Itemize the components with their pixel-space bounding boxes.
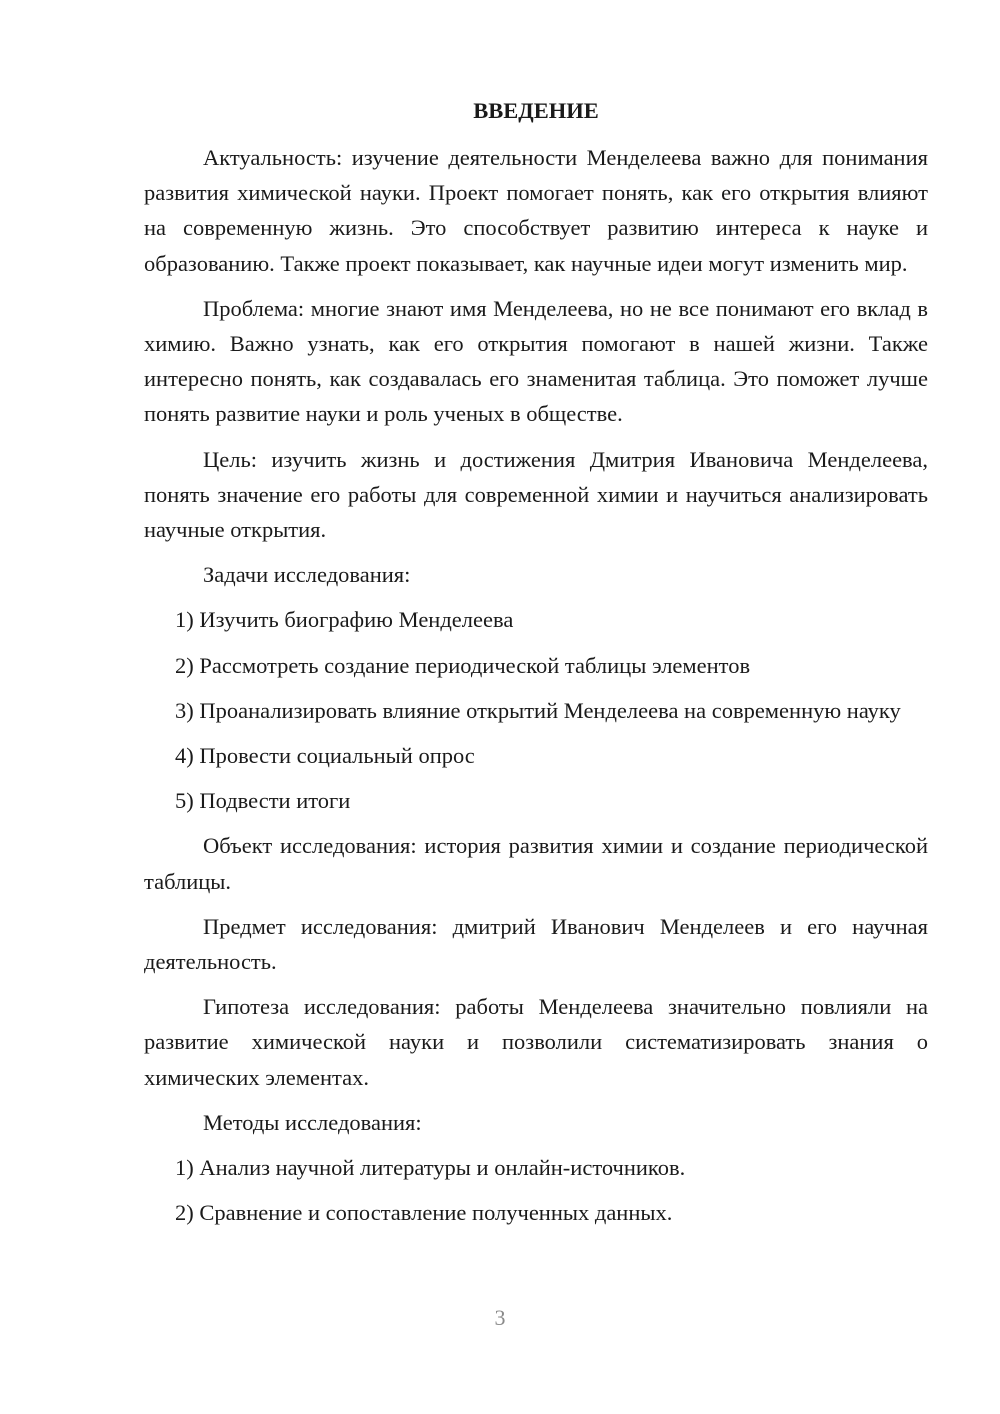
problem-paragraph: Проблема: многие знают имя Менделеева, но не все понимают его вклад в химию. Важно узнать, как его открытия помогают в нашей жизни. Также интересно понять, как создавалась его знаменитая таблица. Это поможет лучше понять развитие науки и роль ученых в обществе. [144,295,928,427]
tasks-heading: Задачи исследования: [203,562,411,588]
goal-paragraph: Цель: изучить жизнь и достижения Дмитрия Ивановича Менделеева, понять значение его работы для современной химии и научиться анализировать научные открытия. [144,446,928,543]
page-content [144,93,928,1240]
methods-heading: Методы исследования: [203,1109,422,1135]
task-item-3: 3) Проанализировать влияние открытий Менделеева на современную науку [175,697,901,723]
page-number: 3 [494,1305,506,1330]
task-item-4: 4) Провести социальный опрос [175,743,475,769]
relevance-paragraph: Актуальность: изучение деятельности Менделеева важно для понимания развития химической науки. Проект помогает понять, как его открытия влияют на современную жизнь. Это способствует развитию интереса к науке и образованию. Также проект показывает, как научные идеи могут изменить мир. [144,145,928,276]
section-title: ВВЕДЕНИЕ [473,98,599,123]
object-paragraph: Объект исследования: история развития химии и создание периодической таблицы. [144,833,928,894]
task-item-2: 2) Рассмотреть создание периодической таблицы элементов [175,652,751,678]
hypothesis-paragraph: Гипотеза исследования: работы Менделеева значительно повлияли на развитие химической науки и позволили систематизировать знания о химических элементах. [144,994,928,1090]
task-item-5: 5) Подвести итоги [175,788,351,814]
method-item-2: 2) Сравнение и сопоставление полученных данных. [175,1200,673,1226]
method-item-1: 1) Анализ научной литературы и онлайн-источников. [175,1155,686,1181]
task-item-1: 1) Изучить биографию Менделеева [175,607,514,633]
subject-paragraph: Предмет исследования: дмитрий Иванович Менделеев и его научная деятельность. [144,913,928,975]
